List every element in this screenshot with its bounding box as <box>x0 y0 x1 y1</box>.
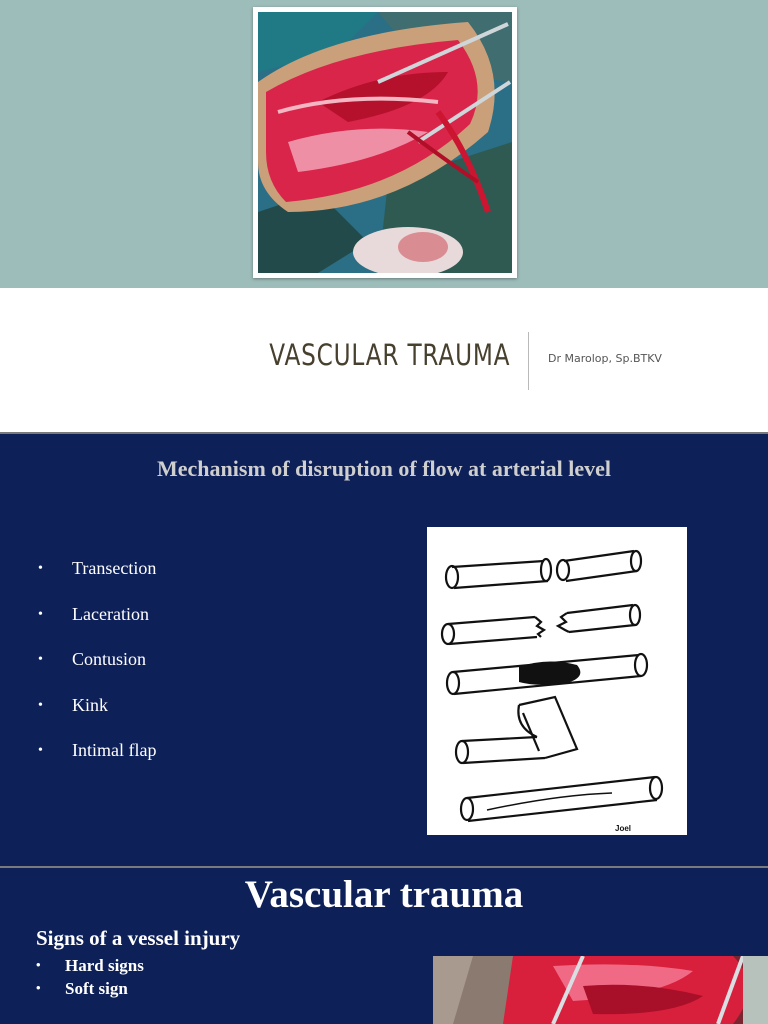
list-item <box>38 695 156 741</box>
transection-vessel-icon <box>446 551 641 588</box>
list-item-label: Contusion <box>72 649 147 669</box>
signs-slide-subtitle: Signs of a vessel injury <box>36 926 241 950</box>
surgical-photo <box>433 956 768 1024</box>
list-item-label: Transection <box>72 558 157 578</box>
list-item <box>36 979 144 1002</box>
bullet-icon: • <box>38 743 43 758</box>
contusion-hematoma-icon <box>519 661 580 684</box>
mechanism-list <box>38 558 156 786</box>
list-item-label: Hard signs <box>65 956 144 975</box>
mechanism-slide-title: Mechanism of disruption of flow at arterial level <box>157 456 611 481</box>
presentation-title: VASCULAR TRAUMA <box>268 338 510 372</box>
bullet-icon: • <box>36 980 41 995</box>
laceration-vessel-icon <box>442 605 640 644</box>
intimal-flap-vessel-icon <box>461 777 662 821</box>
title-divider <box>528 332 529 390</box>
list-item <box>38 604 156 650</box>
title-slide-header-band <box>0 0 768 288</box>
signs-slide <box>0 868 768 1024</box>
title-slide-body <box>0 288 768 434</box>
signs-list <box>36 956 144 1002</box>
mechanism-slide <box>0 434 768 866</box>
list-item <box>38 649 156 695</box>
diagram-caption: Joel <box>615 824 632 833</box>
bullet-icon: • <box>38 652 43 667</box>
surgical-photo-icon <box>258 12 512 273</box>
list-item-label: Kink <box>72 694 108 715</box>
bullet-icon: • <box>36 957 41 972</box>
list-item <box>38 558 156 604</box>
signs-slide-title: Vascular trauma <box>244 873 524 916</box>
kink-vessel-icon <box>456 697 577 763</box>
bullet-icon: • <box>38 606 43 622</box>
author-name: Dr Marolop, Sp.BTKV <box>548 352 662 365</box>
vessel-injury-diagram <box>427 527 687 835</box>
list-item-label: Soft sign <box>65 979 128 998</box>
list-item <box>36 956 144 979</box>
surgical-photo <box>258 12 512 273</box>
list-item-label: Laceration <box>72 603 149 624</box>
surgical-photo-frame <box>253 7 517 278</box>
list-item-label: Intimal flap <box>72 740 157 760</box>
vessel-diagram-drawing <box>427 527 687 835</box>
bullet-icon: • <box>38 561 43 576</box>
bullet-icon: • <box>38 697 43 713</box>
list-item <box>38 740 156 786</box>
surgical-photo-icon <box>433 956 768 1024</box>
